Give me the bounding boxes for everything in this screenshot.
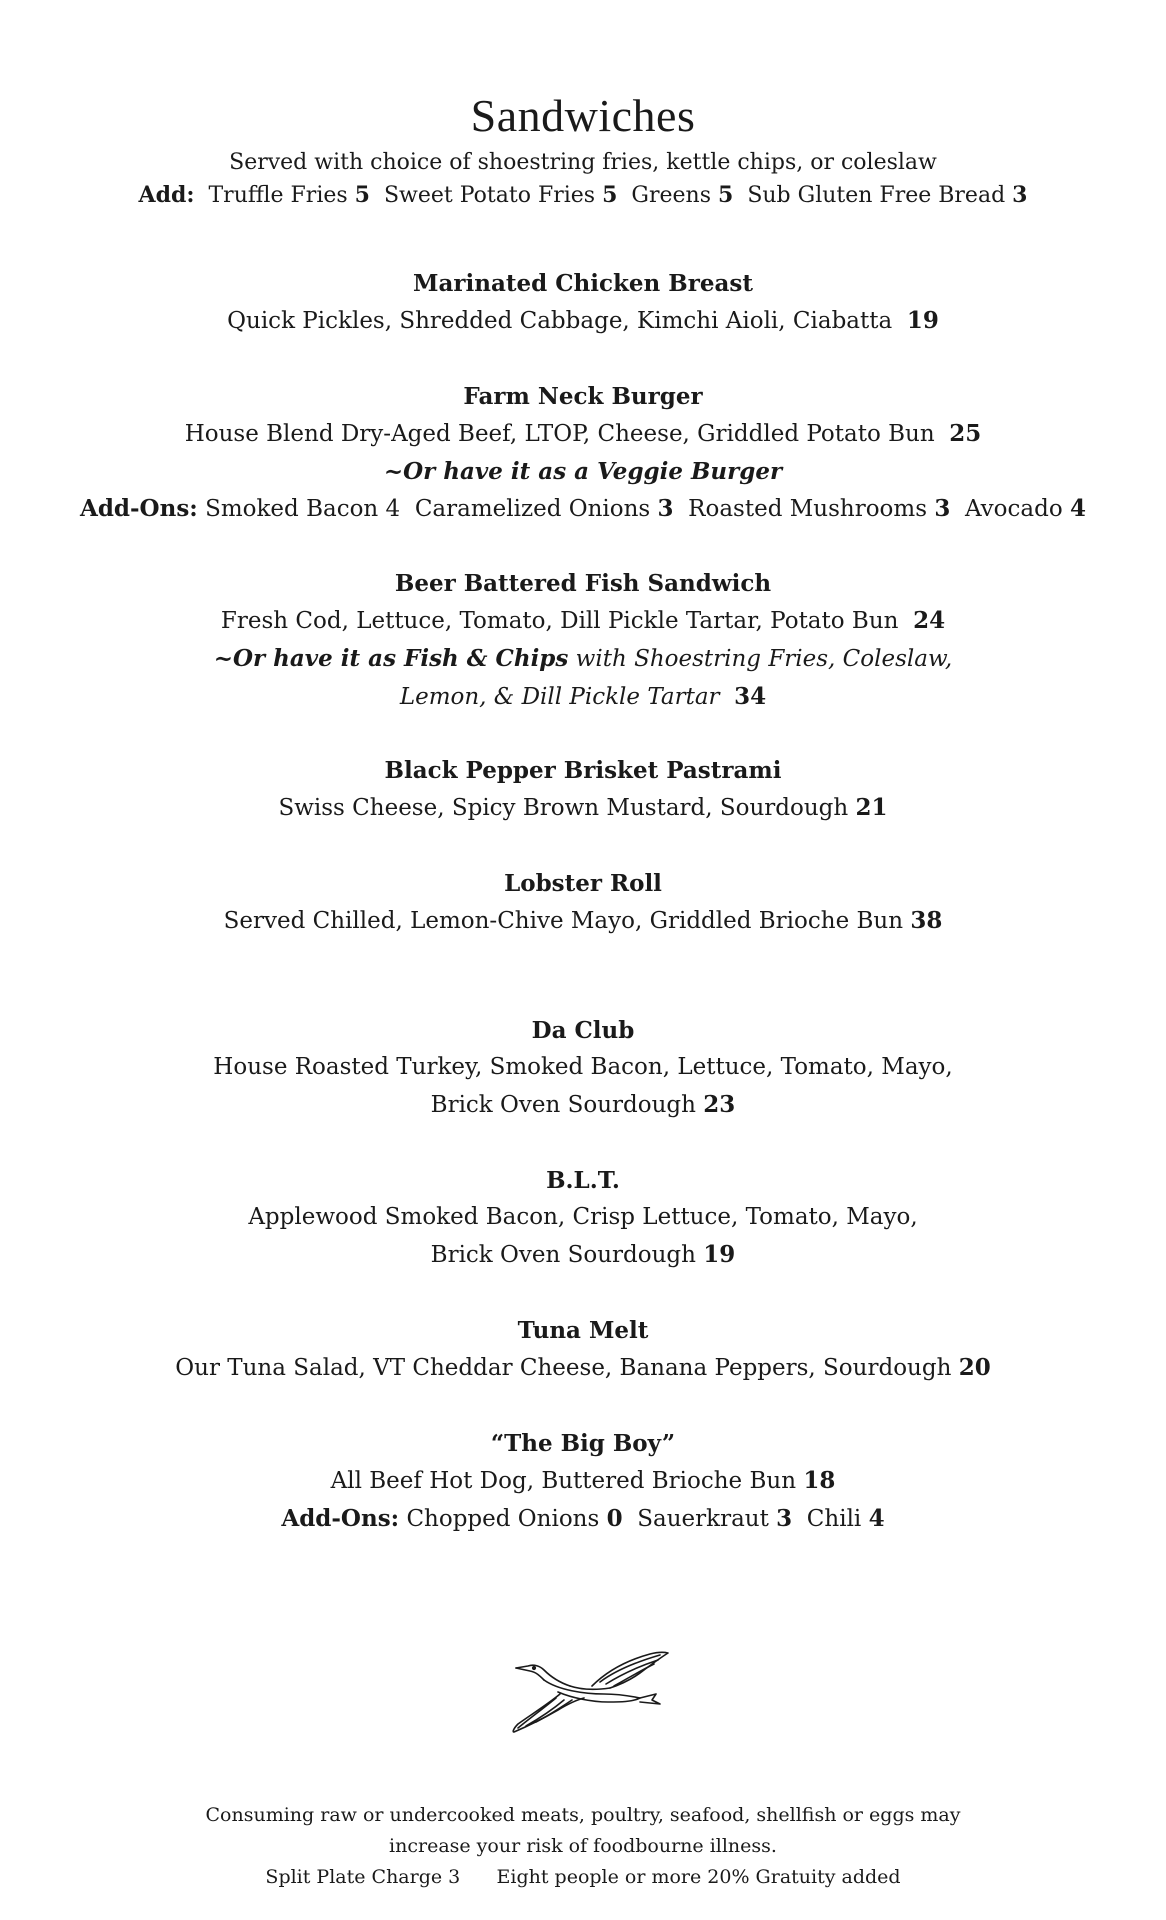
item-description: Swiss Cheese, Spicy Brown Mustard, Sourdough 21 xyxy=(278,794,888,821)
item-alternative: ~Or have it as a Veggie Burger xyxy=(383,458,783,485)
item-alternative: ~Or have it as Fish & Chips with Shoestring Fries, Coleslaw, xyxy=(213,645,953,672)
item-name: Tuna Melt xyxy=(517,1317,649,1344)
item-description: House Blend Dry-Aged Beef, LTOP, Cheese, Griddled Potato Bun 25 xyxy=(184,420,982,447)
item-alternative-cont: Lemon, & Dill Pickle Tartar 34 xyxy=(399,683,767,710)
item-price: 25 xyxy=(949,420,982,447)
item-price: 21 xyxy=(855,794,888,821)
item-price: 23 xyxy=(703,1091,736,1118)
addons-line: Add-Ons: Smoked Bacon 4 Caramelized Onions 3 Roasted Mushrooms 3 Avocado 4 xyxy=(80,495,1086,522)
item-name: B.L.T. xyxy=(546,1167,620,1194)
addon: Sauerkraut 3 xyxy=(637,1505,793,1532)
add-option: Sweet Potato Fries 5 xyxy=(383,182,618,208)
item-price: 19 xyxy=(703,1241,736,1268)
menu-item-lobster xyxy=(0,865,1166,940)
sides-note: Served with choice of shoestring fries, kettle chips, or coleslaw xyxy=(229,150,937,175)
item-description: Our Tuna Salad, VT Cheddar Cheese, Banana Peppers, Sourdough 20 xyxy=(175,1354,991,1381)
addons-line: Add-Ons: Chopped Onions 0 Sauerkraut 3 Chili 4 xyxy=(281,1505,885,1532)
item-price: 34 xyxy=(734,683,767,710)
item-name: Beer Battered Fish Sandwich xyxy=(394,570,772,597)
item-price: 38 xyxy=(910,907,943,934)
menu-item-bigboy xyxy=(0,1425,1166,1538)
item-price: 19 xyxy=(906,307,939,334)
flying-bird-icon xyxy=(500,1640,680,1740)
addon: Chili 4 xyxy=(806,1505,885,1532)
menu-item-pastrami xyxy=(0,752,1166,827)
item-name: Black Pepper Brisket Pastrami xyxy=(384,757,782,784)
item-name: Marinated Chicken Breast xyxy=(413,270,753,297)
health-warning-cont: increase your risk of foodbourne illness. xyxy=(389,1835,777,1857)
page-title: Sandwiches xyxy=(470,90,696,141)
menu-item-burger xyxy=(0,378,1166,528)
addon: Caramelized Onions 3 xyxy=(414,495,674,522)
item-name: Lobster Roll xyxy=(504,870,662,897)
item-price: 20 xyxy=(958,1354,991,1381)
item-description: All Beef Hot Dog, Buttered Brioche Bun 18 xyxy=(330,1467,836,1494)
footer-disclaimer xyxy=(0,1800,1166,1893)
item-name: Farm Neck Burger xyxy=(463,383,703,410)
add-label: Add: xyxy=(138,182,195,208)
menu-item-blt xyxy=(0,1162,1166,1274)
policy-line xyxy=(0,1862,1166,1893)
add-option: Greens 5 xyxy=(631,182,734,208)
item-name: Da Club xyxy=(531,1017,635,1044)
addon: Chopped Onions 0 xyxy=(406,1505,623,1532)
gratuity-note: Eight people or more 20% Gratuity added xyxy=(496,1866,901,1888)
item-description: Served Chilled, Lemon-Chive Mayo, Griddled Brioche Bun 38 xyxy=(223,907,943,934)
item-description: Applewood Smoked Bacon, Crisp Lettuce, Tomato, Mayo, xyxy=(248,1204,918,1230)
menu-item-club xyxy=(0,1012,1166,1124)
add-option: Truffle Fries 5 xyxy=(208,182,370,208)
item-description: Fresh Cod, Lettuce, Tomato, Dill Pickle Tartar, Potato Bun 24 xyxy=(220,607,946,634)
item-description-cont: Brick Oven Sourdough 19 xyxy=(430,1241,736,1268)
item-price: 24 xyxy=(913,607,946,634)
add-option: Sub Gluten Free Bread 3 xyxy=(747,182,1028,208)
menu-item-chicken xyxy=(0,265,1166,340)
item-description: Quick Pickles, Shredded Cabbage, Kimchi Aioli, Ciabatta 19 xyxy=(227,307,939,334)
item-description: House Roasted Turkey, Smoked Bacon, Lettuce, Tomato, Mayo, xyxy=(213,1054,953,1080)
item-name: “The Big Boy” xyxy=(490,1430,676,1457)
item-price: 18 xyxy=(803,1467,836,1494)
menu-item-fish xyxy=(0,565,1166,716)
add-options-line xyxy=(0,180,1166,211)
addon: Smoked Bacon 4 xyxy=(205,496,401,522)
addon: Avocado 4 xyxy=(964,495,1086,522)
split-plate-charge: Split Plate Charge 3 xyxy=(265,1866,461,1888)
menu-item-tuna xyxy=(0,1312,1166,1387)
item-description-cont: Brick Oven Sourdough 23 xyxy=(430,1091,736,1118)
health-warning: Consuming raw or undercooked meats, poultry, seafood, shellfish or eggs may xyxy=(205,1804,961,1826)
addon: Roasted Mushrooms 3 xyxy=(688,495,951,522)
